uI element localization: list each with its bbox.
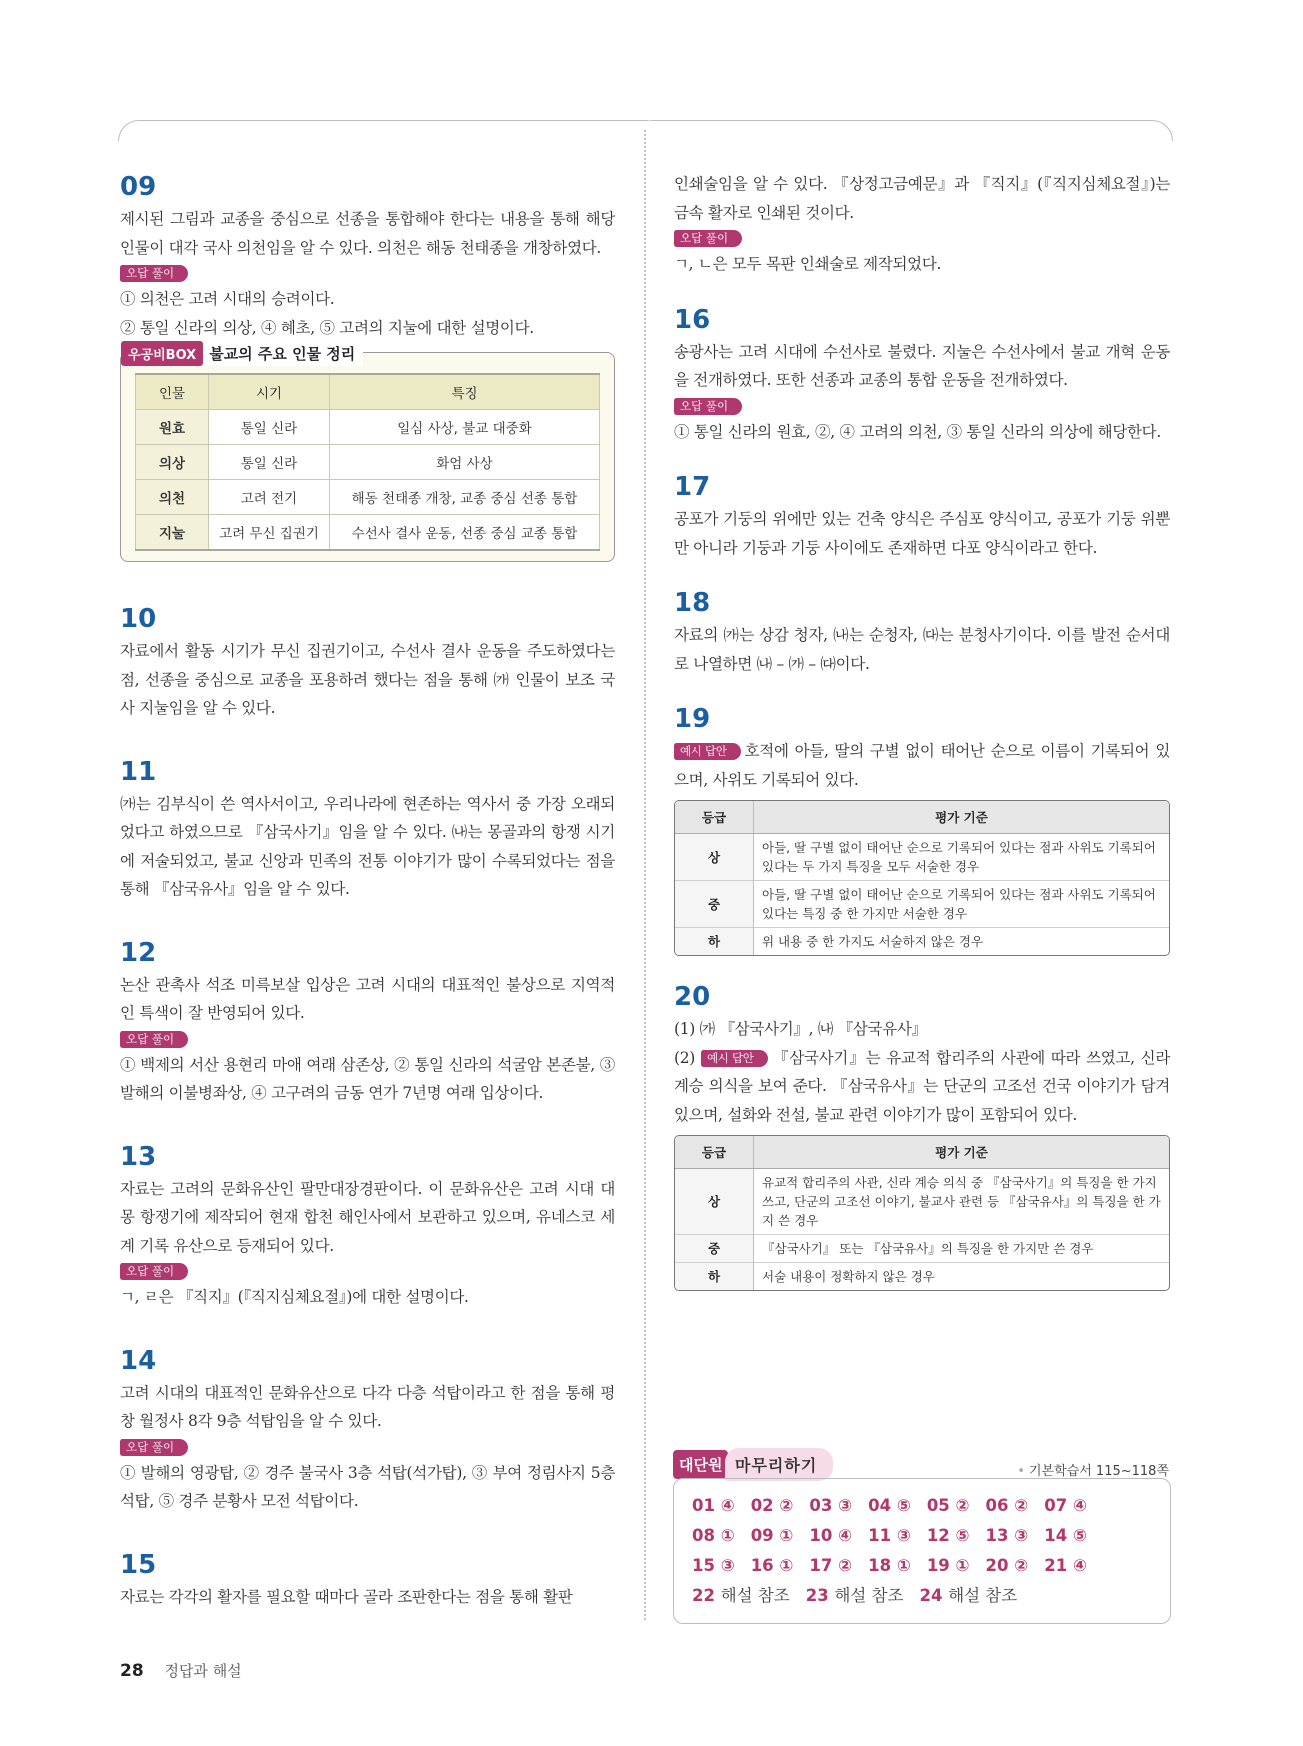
answer-key-item — [1044, 1551, 1087, 1581]
answer-key-number: 09 — [750, 1526, 774, 1545]
wrong-answer-tag: 오답 풀이 — [120, 265, 188, 282]
answer-key-item — [692, 1581, 790, 1611]
answer-key-number: 11 — [868, 1526, 892, 1545]
table-cell: 지눌 — [136, 515, 209, 551]
answer-key-value: ④ — [720, 1496, 735, 1515]
answer-key-value: ② — [838, 1556, 853, 1575]
answer-key-item — [927, 1491, 970, 1521]
answer-key-number: 12 — [926, 1526, 950, 1545]
answer-key-number: 22 — [692, 1586, 715, 1605]
grade-cell: 중 — [675, 881, 754, 928]
buddhist-figures-table — [135, 373, 600, 551]
sample-answer-text: 호적에 아들, 딸의 구별 없이 태어난 순으로 이름이 기록되어 있으며, 사위도 기록되어 있다. — [674, 742, 1170, 789]
wrong-answer-tag: 오답 풀이 — [120, 1439, 188, 1456]
answer-key-value: ② — [955, 1496, 970, 1515]
answer-key-item — [1044, 1521, 1087, 1551]
answer-key-item — [751, 1551, 794, 1581]
answer-key-value: ② — [779, 1496, 794, 1515]
answer-key-value: 해설 참조 — [720, 1586, 790, 1605]
footer-label: 정답과 해설 — [164, 1662, 242, 1680]
answer-key-value: 해설 참조 — [834, 1586, 904, 1605]
answer-key-number: 17 — [809, 1556, 833, 1575]
answer-key-value: ① — [779, 1556, 794, 1575]
criteria-cell: 『삼국사기』 또는 『삼국유사』의 특징을 한 가지만 쓴 경우 — [754, 1235, 1170, 1263]
wrong-answer-tag: 오답 풀이 — [120, 1263, 188, 1280]
question-number: 16 — [674, 304, 711, 335]
question-16 — [674, 303, 1170, 447]
answer-key-number: 04 — [868, 1496, 892, 1515]
item-prefix: (2) — [674, 1048, 696, 1067]
answer-key-item — [986, 1551, 1029, 1581]
unit-label: 대단원 — [673, 1450, 728, 1479]
answer-key-value: ⑤ — [1072, 1526, 1087, 1545]
grading-table — [675, 1136, 1169, 1290]
note-line: ② 통일 신라의 의상, ④ 혜초, ⑤ 고려의 지눌에 대한 설명이다. — [120, 318, 534, 337]
answer-key-item — [751, 1521, 794, 1551]
summary-box — [120, 345, 615, 562]
answer-key-number: 24 — [919, 1586, 943, 1605]
answer-key-value: ④ — [838, 1526, 853, 1545]
question-number: 20 — [674, 982, 711, 1012]
criteria-cell: 위 내용 중 한 가지도 서술하지 않은 경우 — [754, 928, 1170, 956]
answer-key-item — [692, 1521, 735, 1551]
answer-key-number: 20 — [985, 1556, 1009, 1575]
answer-key-item — [986, 1521, 1029, 1551]
note-line: ① 백제의 서산 용현리 마애 여래 삼존상, ② 통일 신라의 석굴암 본존불, ③ 발해의 이불병좌상, ④ 고구려의 금동 연가 7년명 여래 입상이다. — [120, 1055, 615, 1102]
table-row — [675, 881, 1169, 928]
table-row — [136, 515, 600, 551]
table-cell: 해동 천태종 개창, 교종 중심 선종 통합 — [330, 480, 600, 515]
sample-answer-tag: 예시 답안 — [701, 1050, 768, 1067]
answer-text: 자료는 고려의 문화유산인 팔만대장경판이다. 이 문화유산은 고려 시대 대몽 항쟁기에 제작되어 현재 합천 해인사에서 보관하고 있으며, 유네스코 세계 기록 유산으로 등재되어 있다. — [120, 1179, 615, 1255]
table-cell: 화엄 사상 — [330, 445, 600, 480]
answer-key-number: 13 — [985, 1526, 1009, 1545]
answer-key-value: ③ — [720, 1556, 735, 1575]
answer-key-number: 02 — [750, 1496, 774, 1515]
question-18 — [674, 586, 1170, 678]
answer-text: 공포가 기둥의 위에만 있는 건축 양식은 주심포 양식이고, 공포가 기둥 위뿐만 아니라 기둥과 기둥 사이에도 존재하면 다포 양식이라고 한다. — [674, 510, 1170, 557]
grading-table — [675, 801, 1169, 955]
answer-key-item — [868, 1521, 911, 1551]
answer-key-number: 14 — [1044, 1526, 1068, 1545]
grade-cell: 하 — [675, 928, 754, 956]
table-cell: 통일 신라 — [209, 445, 330, 480]
answer-key-item — [868, 1551, 911, 1581]
table-cell: 원효 — [136, 410, 209, 445]
answer-key-value: ② — [1014, 1496, 1029, 1515]
table-header: 특징 — [330, 374, 600, 410]
wrapup-label: 마무리하기 — [725, 1448, 833, 1481]
answer-key-value: ① — [779, 1526, 794, 1545]
box-badge: 우공비BOX — [121, 341, 203, 366]
answer-key-value: ① — [720, 1526, 735, 1545]
answer-text: 인쇄술임을 알 수 있다. 『상정고금예문』과 『직지』(『직지심체요절』)는 금속 활자로 인쇄된 것이다. — [674, 175, 1170, 222]
wrong-answer-tag: 오답 풀이 — [674, 398, 742, 415]
answer-key-item — [692, 1551, 735, 1581]
table-row — [675, 1235, 1169, 1263]
table-header-row — [675, 1136, 1169, 1169]
answer-key-value: ① — [896, 1556, 911, 1575]
right-frame-line — [650, 120, 1173, 141]
table-cell: 통일 신라 — [209, 410, 330, 445]
note-line: ① 통일 신라의 원효, ②, ④ 고려의 의천, ③ 통일 신라의 의상에 해당한다. — [674, 422, 1161, 441]
answer-key-number: 07 — [1044, 1496, 1068, 1515]
grade-cell: 하 — [675, 1263, 754, 1291]
wrong-answer-tag: 오답 풀이 — [120, 1031, 188, 1048]
question-number: 12 — [120, 937, 157, 968]
table-header: 시기 — [209, 374, 330, 410]
question-13 — [120, 1140, 615, 1312]
question-number: 17 — [674, 472, 711, 502]
answer-key-number: 18 — [868, 1556, 892, 1575]
table-cell: 의천 — [136, 480, 209, 515]
answer-key-item — [927, 1551, 970, 1581]
answer-key-item — [751, 1491, 794, 1521]
answer-text: ㈎는 김부식이 쓴 역사서이고, 우리나라에 현존하는 역사서 중 가장 오래되었다고 하였으므로 『삼국사기』임을 알 수 있다. ㈏는 몽골과의 항쟁 시기에 저술되었고, 불교 신앙과 민족의 전통 이야기가 많이 수록되었다는 점을 통해 『삼국유사』임을 알 수 있다. — [120, 794, 615, 898]
table-header: 등급 — [675, 801, 754, 834]
answer-key-value: ⑤ — [955, 1526, 970, 1545]
question-20 — [674, 980, 1170, 1291]
answer-key-value: ① — [955, 1556, 970, 1575]
question-19 — [674, 702, 1170, 956]
table-cell: 의상 — [136, 445, 209, 480]
answer-text: 자료에서 활동 시기가 무신 집권기이고, 수선사 결사 운동을 주도하였다는 점, 선종을 중심으로 교종을 포용하려 했다는 점을 통해 ㈎ 인물이 보조 국사 지눌임을 알 수 있다. — [120, 642, 615, 717]
grade-cell: 중 — [675, 1235, 754, 1263]
answer-key-value: ③ — [1014, 1526, 1029, 1545]
criteria-cell: 서술 내용이 정확하지 않은 경우 — [754, 1263, 1170, 1291]
answer-key-value: 해설 참조 — [948, 1586, 1018, 1605]
question-17 — [674, 470, 1170, 562]
question-15 — [120, 1548, 615, 1612]
table-cell: 고려 전기 — [209, 480, 330, 515]
grade-cell: 상 — [675, 834, 754, 881]
left-column — [120, 170, 615, 1611]
answer-text: 자료는 각각의 활자를 필요할 때마다 골라 조판한다는 점을 통해 활판 — [120, 1587, 573, 1606]
answer-line — [674, 1044, 1170, 1130]
answer-line: (1) ㈎ 『삼국사기』, ㈏ 『삼국유사』 — [674, 1020, 927, 1038]
table-row — [675, 928, 1169, 956]
table-row — [675, 1169, 1169, 1235]
table-header-row — [136, 374, 600, 410]
question-09 — [120, 170, 615, 342]
answer-text — [674, 737, 1170, 794]
criteria-cell: 유교적 합리주의 사관, 신라 계승 의식 중 『삼국사기』의 특징을 한 가지 쓰고, 단군의 고조선 이야기, 불교사 관련 등 『삼국유사』의 특징을 한 가지 쓴 경우 — [754, 1169, 1170, 1235]
page-number: 28 — [120, 1661, 144, 1681]
answer-key-number: 16 — [750, 1556, 774, 1575]
left-frame-line — [118, 120, 649, 141]
answer-text: 자료의 ㈎는 상감 청자, ㈏는 순청자, ㈐는 분청사기이다. 이를 발전 순서대로 나열하면 ㈏ – ㈎ – ㈐이다. — [674, 626, 1170, 673]
note-line: ㄱ, ㄹ은 『직지』(『직지심체요절』)에 대한 설명이다. — [120, 1288, 469, 1306]
note-line: ① 발해의 영광탑, ② 경주 불국사 3층 석탑(석가탑), ③ 부여 정림사지 5층 석탑, ⑤ 경주 분황사 모전 석탑이다. — [120, 1463, 615, 1510]
answer-key-number: 10 — [809, 1526, 833, 1545]
right-column — [674, 170, 1170, 1291]
answer-key-number: 19 — [926, 1556, 950, 1575]
table-row — [136, 480, 600, 515]
answer-key-number: 01 — [692, 1496, 715, 1515]
question-number: 19 — [674, 704, 711, 734]
answer-key-number: 21 — [1044, 1556, 1068, 1575]
column-divider — [644, 130, 646, 1620]
answer-key-item — [809, 1491, 852, 1521]
table-row — [136, 445, 600, 480]
question-15-continued — [674, 170, 1170, 279]
table-row — [675, 834, 1169, 881]
table-cell: 일심 사상, 불교 대중화 — [330, 410, 600, 445]
table-header: 인물 — [136, 374, 209, 410]
answer-key-item — [868, 1491, 911, 1521]
question-14 — [120, 1344, 615, 1516]
answer-key-value: ⑤ — [896, 1496, 911, 1515]
page-footer — [120, 1660, 242, 1681]
answer-key-number: 08 — [692, 1526, 715, 1545]
sample-answer-text: 『삼국사기』는 유교적 합리주의 사관에 따라 쓰였고, 신라 계승 의식을 보여 준다. 『삼국유사』는 단군의 고조선 건국 이야기가 담겨 있으며, 설화와 전설, 불교 관련 이야기가 많이 포함되어 있다. — [674, 1048, 1170, 1124]
question-number: 09 — [120, 172, 157, 202]
grading-table-box — [674, 1135, 1170, 1291]
answer-key-item — [806, 1581, 904, 1611]
answer-key-value: ④ — [1072, 1496, 1087, 1515]
answer-key-item — [809, 1551, 852, 1581]
question-number: 11 — [120, 756, 157, 787]
question-number: 14 — [120, 1345, 157, 1376]
criteria-cell: 아들, 딸 구별 없이 태어난 순으로 기록되어 있다는 점과 사위도 기록되어 있다는 두 가지 특징을 모두 서술한 경우 — [754, 834, 1170, 881]
table-header-row — [675, 801, 1169, 834]
note-line: ㄱ, ㄴ은 모두 목판 인쇄술로 제작되었다. — [674, 255, 942, 273]
answer-key-item — [809, 1521, 852, 1551]
question-10 — [120, 602, 615, 723]
question-number: 13 — [120, 1141, 157, 1172]
answer-text: 송광사는 고려 시대에 수선사로 불렸다. 지눌은 수선사에서 불교 개혁 운동을 전개하였다. 또한 선종과 교종의 통합 운동을 전개하였다. — [674, 342, 1170, 389]
answer-key-value: ③ — [896, 1526, 911, 1545]
answer-key-box — [673, 1478, 1171, 1624]
summary-box-header — [121, 341, 363, 366]
answer-text: 고려 시대의 대표적인 문화유산으로 다각 다층 석탑이라고 한 점을 통해 평창 월정사 8각 9층 석탑임을 알 수 있다. — [120, 1383, 615, 1430]
answer-key-number: 03 — [809, 1496, 833, 1515]
answer-key-number: 06 — [985, 1496, 1009, 1515]
answer-key-number: 23 — [805, 1586, 829, 1605]
answer-key-item — [919, 1581, 1017, 1611]
answer-key-value: ④ — [1072, 1556, 1087, 1575]
answer-key-item — [1044, 1491, 1087, 1521]
question-11 — [120, 755, 615, 904]
answer-text: 제시된 그림과 교종을 중심으로 선종을 통합해야 한다는 내용을 통해 해당 인물이 대각 국사 의천임을 알 수 있다. 의천은 해동 천태종을 개창하였다. — [120, 210, 615, 257]
question-number: 10 — [120, 604, 157, 634]
sample-answer-tag: 예시 답안 — [674, 743, 741, 760]
grade-cell: 상 — [675, 1169, 754, 1235]
table-row — [675, 1263, 1169, 1291]
answer-key-item — [986, 1491, 1029, 1521]
answer-text: 논산 관촉사 석조 미륵보살 입상은 고려 시대의 대표적인 불상으로 지역적인 특색이 잘 반영되어 있다. — [120, 975, 615, 1022]
answer-key-item — [927, 1521, 970, 1551]
question-number: 18 — [674, 588, 711, 618]
table-cell: 수선사 결사 운동, 선종 중심 교종 통합 — [330, 515, 600, 551]
wrong-answer-tag: 오답 풀이 — [674, 230, 742, 247]
answer-key-number: 05 — [926, 1496, 950, 1515]
grading-table-box — [674, 800, 1170, 956]
answer-key-item — [692, 1491, 735, 1521]
answer-key-number: 15 — [692, 1556, 715, 1575]
criteria-cell: 아들, 딸 구별 없이 태어난 순으로 기록되어 있다는 점과 사위도 기록되어 있다는 특징 중 한 가지만 서술한 경우 — [754, 881, 1170, 928]
table-cell: 고려 무신 집권기 — [209, 515, 330, 551]
question-number: 15 — [120, 1549, 157, 1580]
answer-key-value: ③ — [838, 1496, 853, 1515]
table-header: 평가 기준 — [754, 1136, 1170, 1169]
box-title: 불교의 주요 인물 정리 — [209, 345, 356, 363]
unit-wrapup-header — [673, 1448, 1171, 1478]
note-line: ① 의천은 고려 시대의 승려이다. — [120, 290, 335, 308]
question-12 — [120, 936, 615, 1108]
table-header: 평가 기준 — [754, 801, 1170, 834]
reference-pages: • 기본학습서 115~118쪽 — [1017, 1460, 1169, 1479]
table-header: 등급 — [675, 1136, 754, 1169]
table-row — [136, 410, 600, 445]
answer-key-value: ② — [1014, 1556, 1029, 1575]
